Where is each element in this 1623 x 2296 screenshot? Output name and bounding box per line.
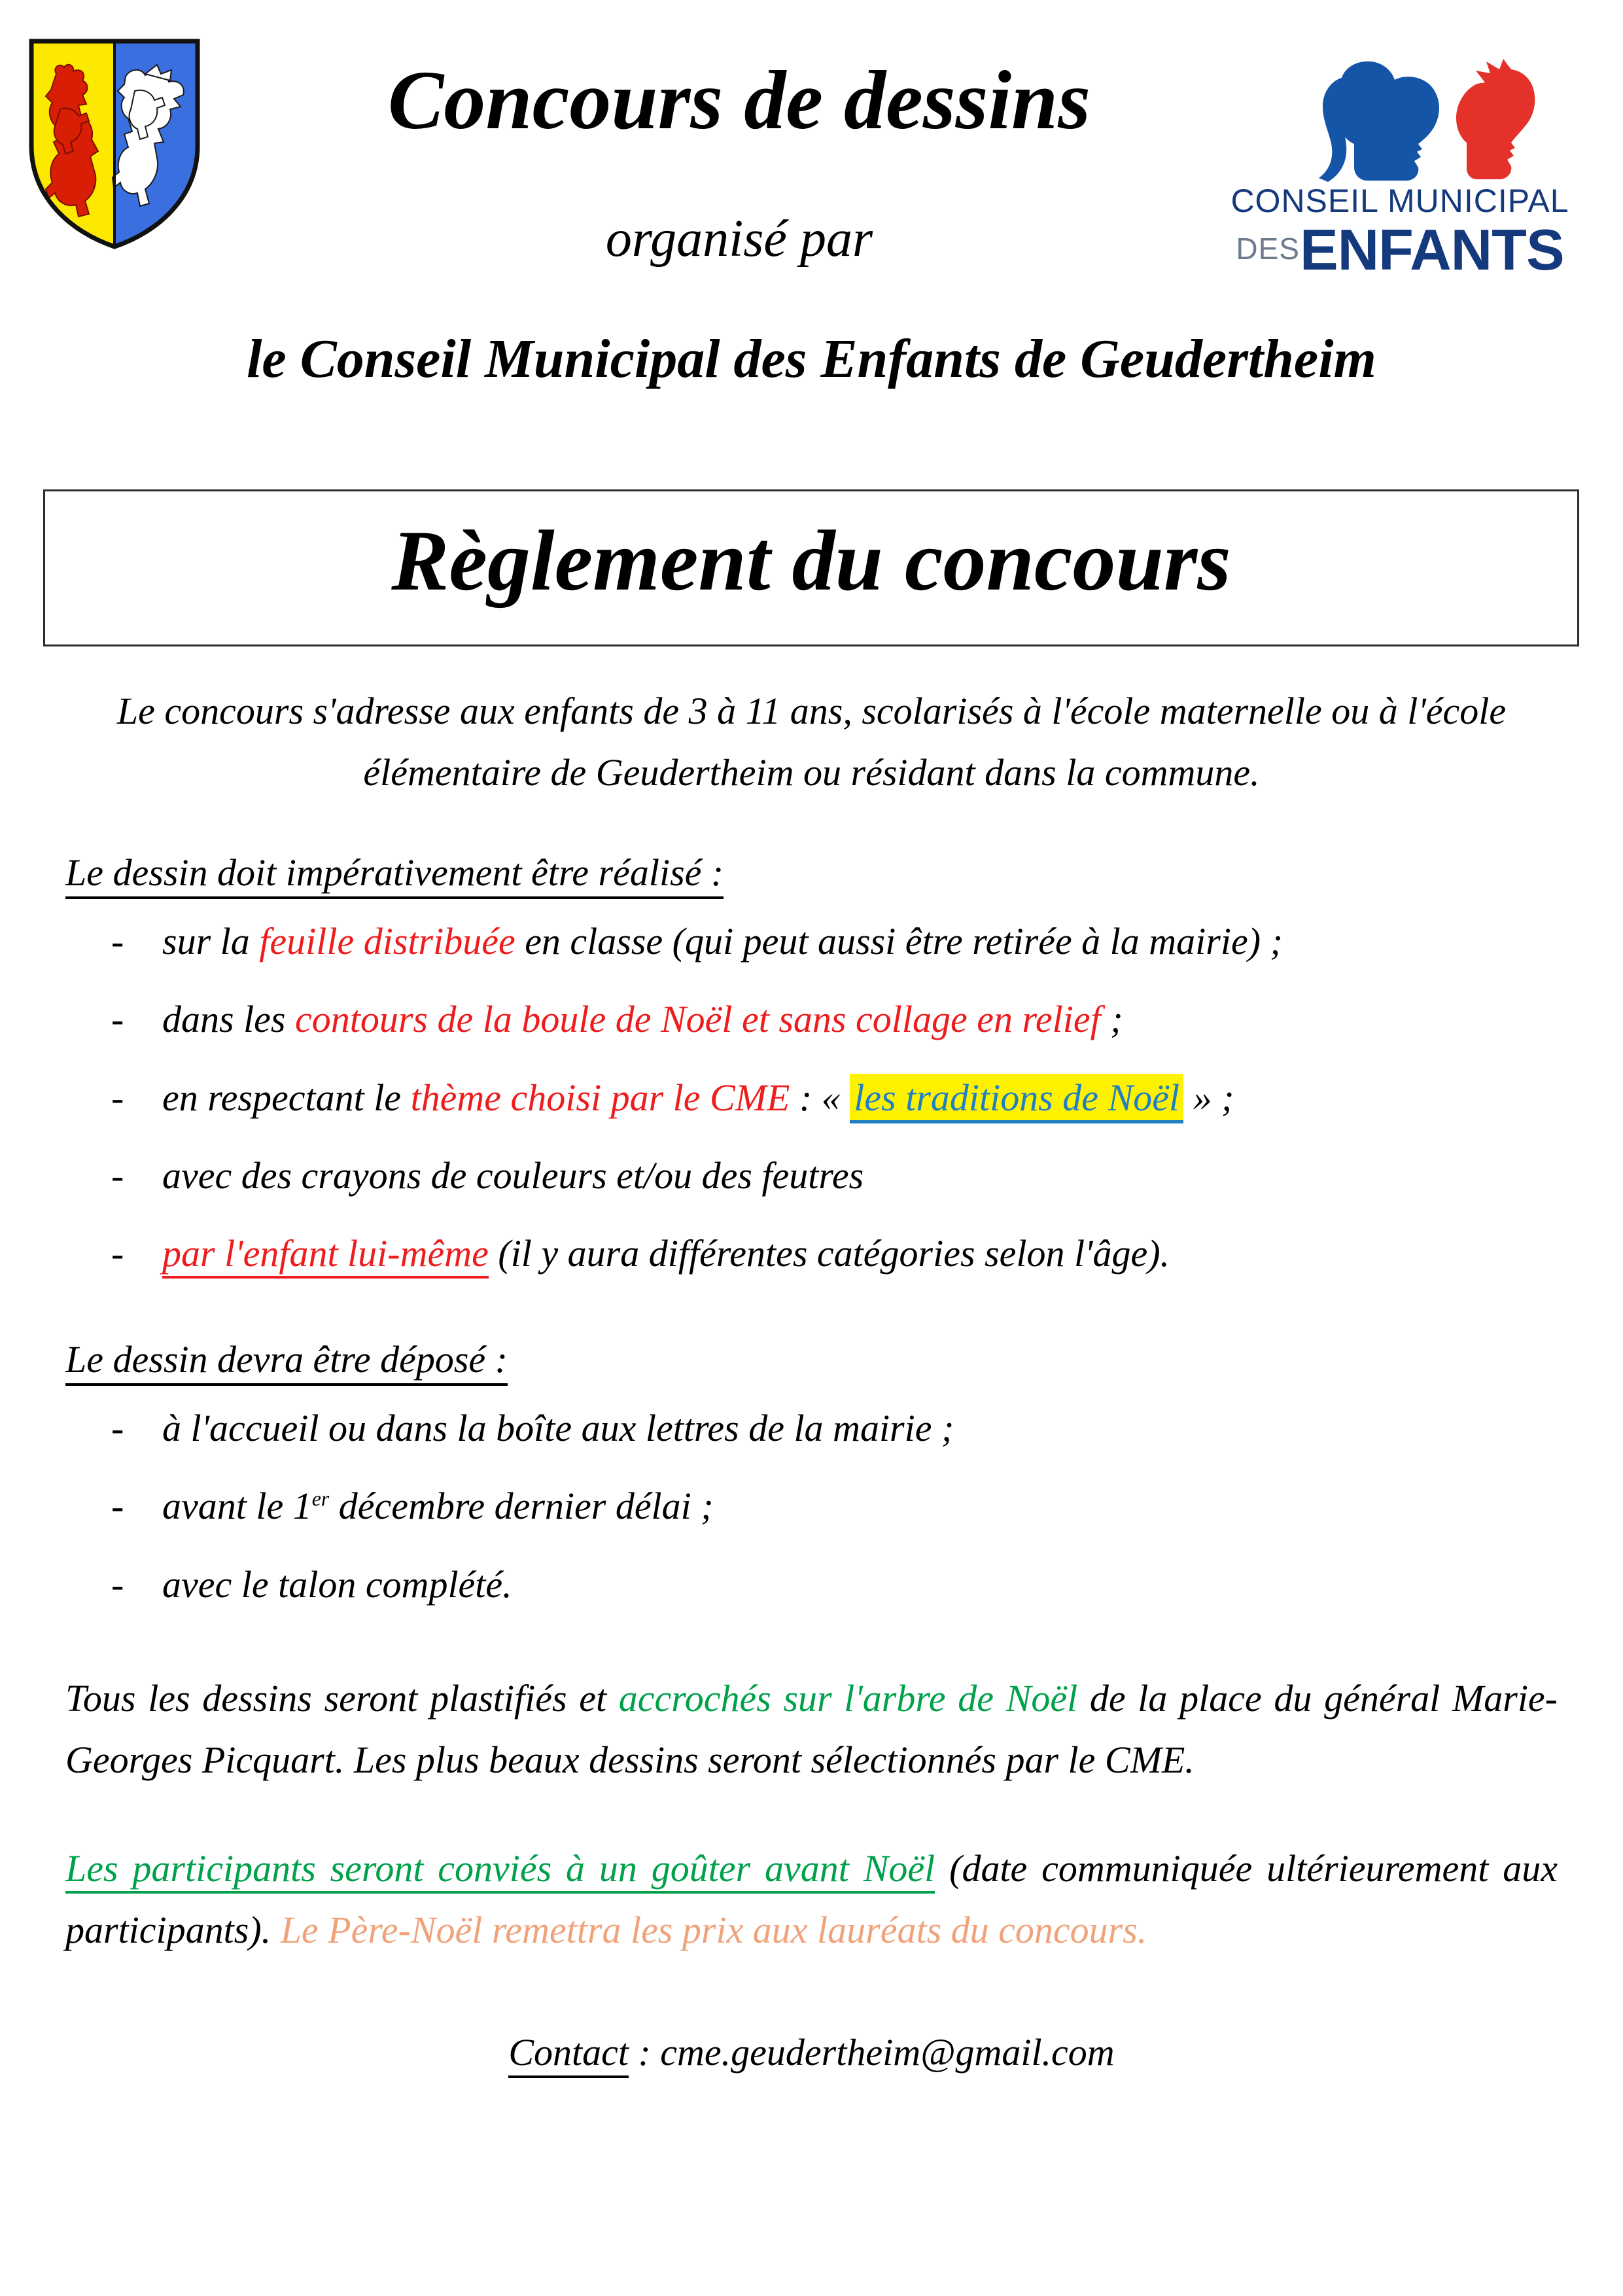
ordinal-suffix: er — [311, 1487, 330, 1511]
bullet-text: à l'accueil ou dans la boîte aux lettres de la mairie ; — [162, 1406, 954, 1449]
bullet-text-mid: : « — [790, 1076, 850, 1119]
intro-paragraph: Le concours s'adresse aux enfants de 3 à 11 ans, scolarisés à l'école maternelle ou à l'école élémentaire de Geudertheim ou résidant dans la commune. — [116, 690, 1507, 794]
bullet-text-pre: avant le 1 — [162, 1485, 312, 1528]
bullet-text-post: » ; — [1183, 1076, 1234, 1119]
list-item — [0, 1404, 1623, 1453]
two-faces-icon — [1204, 46, 1596, 183]
section-heading-depose — [65, 1337, 1623, 1381]
logo-line-des: DES — [1236, 232, 1300, 266]
bullet-text-post: ; — [1100, 998, 1123, 1041]
bullet-text-pre: avec des crayons de couleurs et/ou des feutres — [162, 1154, 864, 1197]
bullet-text-post: (il y aura différentes catégories selon l'âge). — [488, 1232, 1170, 1275]
paragraph-gouter-orange: Le Père-Noël remettra les prix aux lauréats du concours. — [280, 1908, 1147, 1951]
list-item — [0, 917, 1623, 966]
section-heading-realise — [65, 851, 1623, 894]
logo-line-conseil-municipal: CONSEIL MUNICIPAL — [1230, 183, 1569, 219]
bullet-list-realise — [0, 917, 1623, 1279]
bullet-emphasis-red: contours de la boule de Noël et sans collage en relief — [295, 998, 1101, 1041]
paragraph-gouter-mid: (date communiquée ultérieurement aux participants). — [65, 1846, 1558, 1951]
cme-logo — [1204, 46, 1596, 282]
bullet-emphasis-red-underline: par l'enfant lui-même — [162, 1232, 489, 1279]
paragraph-arbre-green: accrochés sur l'arbre de Noël — [618, 1677, 1078, 1720]
list-item — [0, 1151, 1623, 1200]
logo-line-enfants: ENFANTS — [1299, 217, 1564, 282]
page-subtitle: organisé par — [605, 210, 873, 268]
page-title: Concours de dessins — [388, 54, 1091, 147]
coat-of-arms-icon — [26, 36, 203, 252]
document-body — [0, 680, 1623, 2074]
paragraph-gouter — [65, 1838, 1558, 1961]
bullet-list-depose — [0, 1404, 1623, 1609]
bullet-text-pre: en respectant le — [162, 1076, 411, 1119]
bullet-text-pre: sur la — [162, 919, 260, 963]
paragraph-gouter-green-underline: Les participants seront conviés à un goûter avant Noël — [65, 1847, 935, 1894]
list-item — [0, 995, 1623, 1044]
section-heading-realise-label: Le dessin doit impérativement être réalisé : — [65, 851, 724, 899]
organiser-line: le Conseil Municipal des Enfants de Geudertheim — [247, 328, 1376, 389]
list-item — [0, 1560, 1623, 1609]
bullet-text-post: en classe (qui peut aussi être retirée à la mairie) ; — [515, 919, 1283, 963]
contact-label: Contact — [508, 2031, 629, 2078]
paragraph-arbre — [65, 1668, 1558, 1791]
bullet-emphasis-red: thème choisi par le CME — [410, 1076, 790, 1119]
section-heading-depose-label: Le dessin devra être déposé : — [65, 1338, 508, 1386]
contact-value[interactable]: : cme.geudertheim@gmail.com — [628, 2030, 1115, 2074]
bullet-text-post: décembre dernier délai ; — [329, 1485, 714, 1528]
bullet-text-pre: dans les — [162, 998, 295, 1041]
list-item — [0, 1229, 1623, 1278]
contact-line — [0, 2030, 1623, 2074]
bullet-highlight-theme: les traditions de Noël — [850, 1074, 1183, 1123]
paragraph-arbre-pre: Tous les dessins seront plastifiés et — [65, 1677, 619, 1720]
rules-title-box — [43, 489, 1579, 646]
rules-title: Règlement du concours — [391, 512, 1231, 609]
page-header — [0, 0, 1623, 419]
list-item — [0, 1073, 1623, 1122]
paragraph-arbre-post: de la place du général Marie-Georges Picquart. Les plus beaux dessins seront sélectionnés par le CME. — [65, 1677, 1558, 1781]
list-item — [0, 1481, 1623, 1530]
bullet-emphasis-red: feuille distribuée — [259, 919, 515, 963]
bullet-text: avec le talon complété. — [162, 1563, 512, 1606]
